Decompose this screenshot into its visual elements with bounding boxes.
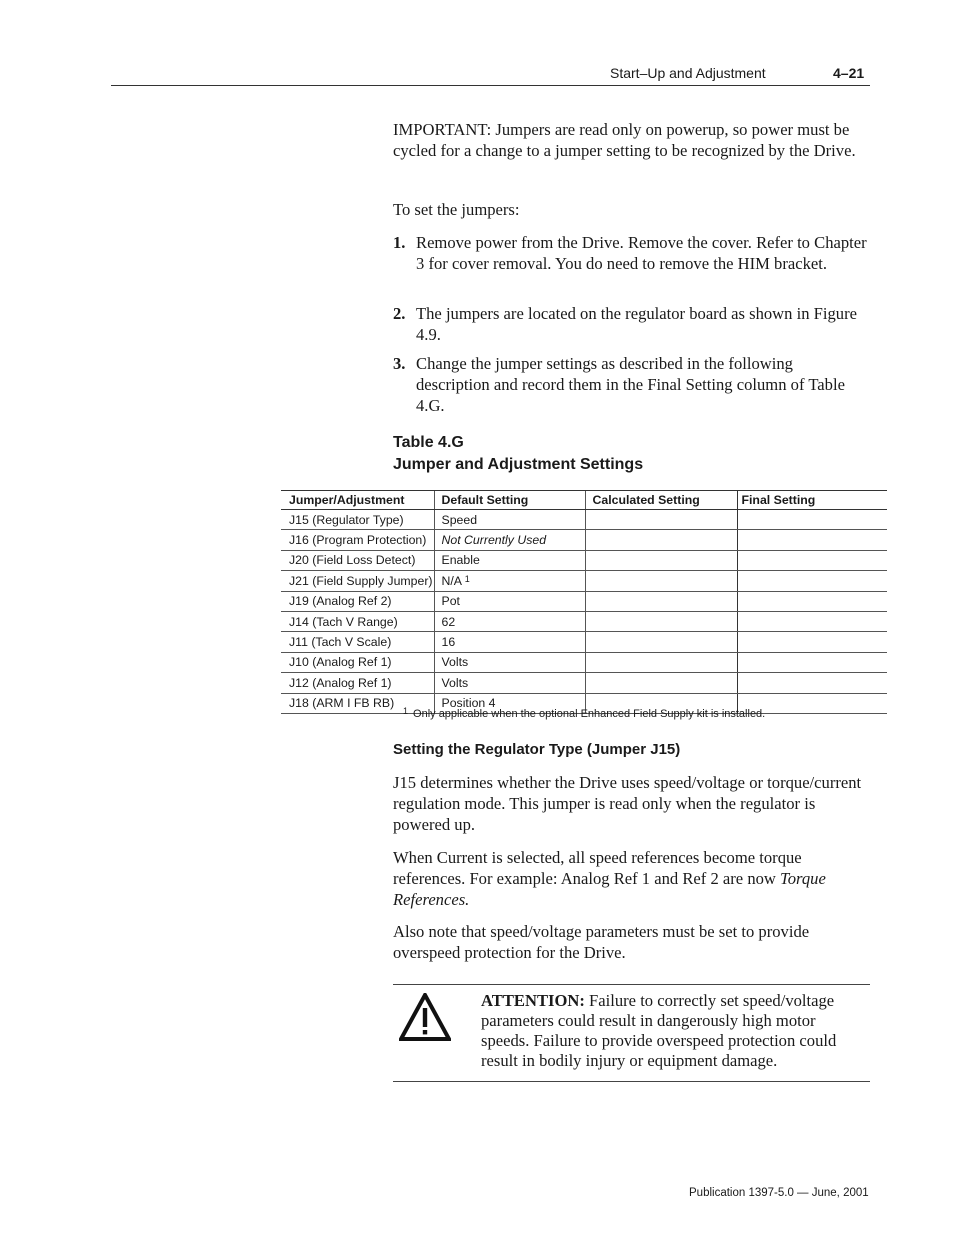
table-number: Table 4.G xyxy=(393,434,464,451)
overspeed-paragraph: Also note that speed/voltage parameters must be set to provide overspeed protection for the Drive. xyxy=(393,922,810,962)
section-heading: Setting the Regulator Type (Jumper J15) xyxy=(393,741,681,758)
final-cell xyxy=(737,571,887,591)
jumper-settings-table xyxy=(281,490,887,714)
attention-box xyxy=(393,984,870,1082)
default-cell: Volts xyxy=(434,652,585,672)
final-cell xyxy=(737,652,887,672)
table-row xyxy=(281,591,887,611)
important-paragraph: IMPORTANT: Jumpers are read only on powerup, so power must be cycled for a change to a jumper setting to be recognized by the Drive. xyxy=(393,120,856,160)
header-final: Final Setting xyxy=(737,491,887,510)
table-caption xyxy=(393,432,643,475)
calculated-cell xyxy=(585,591,737,611)
final-cell xyxy=(737,550,887,570)
default-cell: Not Currently Used xyxy=(434,530,585,550)
header-page-number: 4–21 xyxy=(833,65,865,81)
table-footnote xyxy=(403,708,765,720)
table-row xyxy=(281,673,887,693)
jumper-cell: J21 (Field Supply Jumper) xyxy=(281,571,434,591)
default-cell: Pot xyxy=(434,591,585,611)
current-paragraph xyxy=(393,847,871,910)
current-paragraph-text: When Current is selected, all speed references become torque references. For example: Analog Ref 1 and Ref 2 are now xyxy=(393,848,802,888)
jumper-cell: J15 (Regulator Type) xyxy=(281,510,434,530)
calculated-cell xyxy=(585,611,737,631)
calculated-cell xyxy=(585,571,737,591)
jumper-cell: J19 (Analog Ref 2) xyxy=(281,591,434,611)
j15-paragraph: J15 determines whether the Drive uses speed/voltage or torque/current regulation mode. This jumper is read only when the regulator is powered up. xyxy=(393,773,862,834)
table-row xyxy=(281,611,887,631)
calculated-cell xyxy=(585,632,737,652)
jumper-cell: J12 (Analog Ref 1) xyxy=(281,673,434,693)
page-footer: Publication 1397-5.0 — June, 2001 xyxy=(689,1187,869,1199)
jumper-cell: J16 (Program Protection) xyxy=(281,530,434,550)
attention-label: ATTENTION: xyxy=(481,991,585,1010)
calculated-cell xyxy=(585,652,737,672)
jumper-cell: J14 (Tach V Range) xyxy=(281,611,434,631)
warning-triangle-icon xyxy=(399,993,451,1041)
step-text: Change the jumper settings as described in the following description and record them in the Final Setting column of Table 4.G. xyxy=(416,354,845,415)
default-value: N/A xyxy=(441,573,462,588)
table-row xyxy=(281,510,887,530)
step-text: Remove power from the Drive. Remove the cover. Refer to Chapter 3 for cover removal. You do need to remove the HIM bracket. xyxy=(416,233,867,273)
step-number: 3. xyxy=(393,354,406,373)
intro-paragraph: To set the jumpers: xyxy=(393,200,520,219)
default-cell: 16 xyxy=(434,632,585,652)
default-cell: Volts xyxy=(434,673,585,693)
calculated-cell xyxy=(585,673,737,693)
header-section-title: Start–Up and Adjustment xyxy=(610,65,766,81)
footnote-text: Only applicable when the optional Enhanced Field Supply kit is installed. xyxy=(413,708,766,720)
table-row xyxy=(281,550,887,570)
calculated-cell xyxy=(585,550,737,570)
attention-message: Failure to correctly set speed/voltage parameters could result in dangerously high motor speeds. Failure to provide overspeed protection could result in bodily injury or equipment damage. xyxy=(481,991,837,1070)
header-jumper: Jumper/Adjustment xyxy=(281,491,434,510)
table-title: Jumper and Adjustment Settings xyxy=(393,455,644,473)
default-cell xyxy=(434,571,585,591)
step-text: The jumpers are located on the regulator board as shown in Figure 4.9. xyxy=(416,304,857,344)
table-header-row xyxy=(281,491,887,510)
table-row xyxy=(281,571,887,591)
table-row xyxy=(281,652,887,672)
final-cell xyxy=(737,530,887,550)
attention-text xyxy=(481,991,866,1071)
calculated-cell xyxy=(585,510,737,530)
header-calculated: Calculated Setting xyxy=(585,491,737,510)
header-default: Default Setting xyxy=(434,491,585,510)
default-cell: 62 xyxy=(434,611,585,631)
default-cell: Enable xyxy=(434,550,585,570)
default-cell: Speed xyxy=(434,510,585,530)
jumper-cell: J10 (Analog Ref 1) xyxy=(281,652,434,672)
jumper-cell: J11 (Tach V Scale) xyxy=(281,632,434,652)
final-cell xyxy=(737,632,887,652)
header-rule xyxy=(111,85,870,86)
step-number: 2. xyxy=(393,304,406,323)
footnote-mark: 1 xyxy=(403,706,409,716)
table-row xyxy=(281,632,887,652)
final-cell xyxy=(737,673,887,693)
jumper-cell: J18 (ARM I FB RB) xyxy=(281,693,434,713)
calculated-cell xyxy=(585,530,737,550)
final-cell xyxy=(737,510,887,530)
current-paragraph-emphasis: Torque References. xyxy=(393,869,826,909)
footnote-reference: 1 xyxy=(464,573,470,584)
final-cell xyxy=(737,611,887,631)
default-cell: Position 4 xyxy=(434,693,585,713)
jumper-cell: J20 (Field Loss Detect) xyxy=(281,550,434,570)
step-number: 1. xyxy=(393,233,406,252)
table-row xyxy=(281,530,887,550)
final-cell xyxy=(737,591,887,611)
